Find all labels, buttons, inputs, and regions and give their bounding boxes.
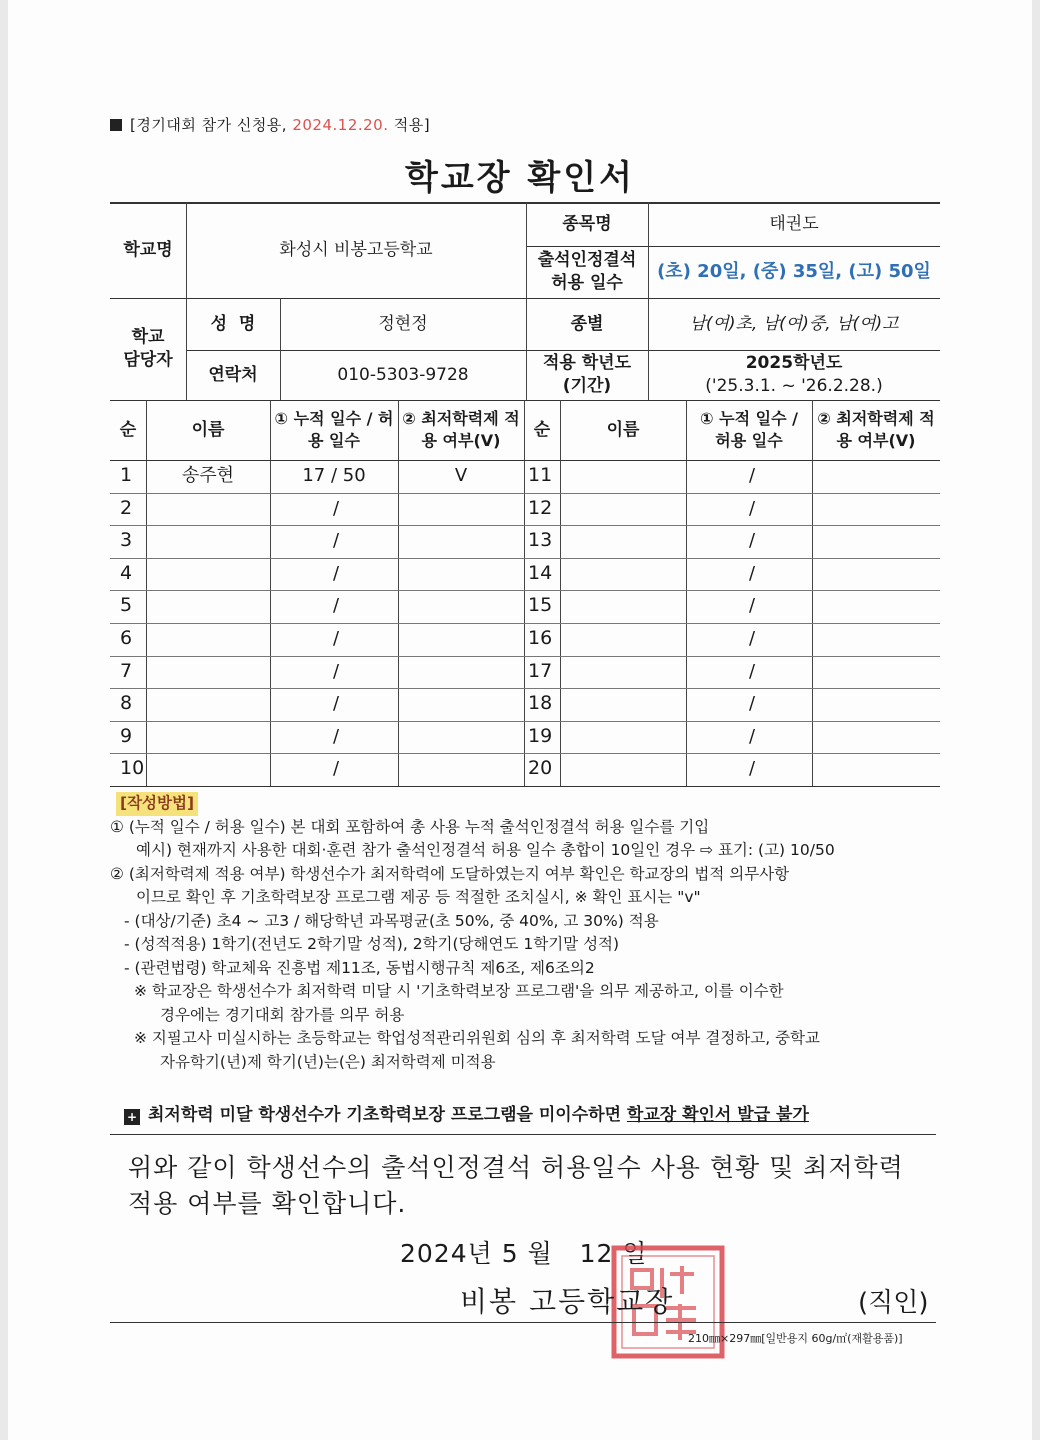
days-slash: / [748,660,756,682]
warning-text: 최저학력 미달 학생선수가 기초학력보장 프로그램을 미이수하면 [148,1105,627,1125]
days-slash: / [748,725,756,747]
col-header-min: ② 최저학력제 적용 여부(V) [402,409,520,450]
warning-line [124,1100,809,1125]
contact-value: 010-5303-9728 [337,364,469,385]
notice-suffix: 적용] [388,116,431,134]
method-line: ② (최저학력제 적용 여부) 학생선수가 최저학력에 도달하였는지 여부 확인은 학교장의 법적 의무사항 [110,864,790,883]
days-slash: / [748,530,756,552]
name-value: 정현정 [378,313,428,334]
col-header-days: ① 누적 일수 / 허용 일수 [274,409,394,450]
student-name [146,753,270,786]
method-line: - (대상/기준) 초4 ~ 고3 / 해당학년 과목평균(초 50%, 중 40%, 고 30%) 적용 [124,911,659,930]
allow-days-label: 출석인정결석 허용 일수 [537,250,637,293]
year-cell [648,350,940,400]
student-name [146,688,270,721]
days-slash: / [332,758,340,780]
student-name [146,721,270,754]
min-check [398,558,524,591]
year-value: 2025학년도 [745,353,843,374]
square-plus-icon: + [124,1109,140,1125]
student-name [146,656,270,689]
col-header-name-2: 이름 [606,419,640,440]
days-slash: / [748,465,756,486]
row-number: 11 [528,464,553,486]
warning-emphasis: 학교장 확인서 발급 불가 [626,1105,809,1125]
days-slash: / [748,562,756,584]
year-period: ('25.3.1. ~ '26.2.28.) [705,376,883,396]
row-number: 20 [528,757,553,780]
min-check [398,525,524,558]
days-slash: / [332,562,340,584]
student-name [146,525,270,558]
days-slash: / [332,725,340,747]
type-label: 종별 [570,313,604,334]
row-number: 15 [528,594,553,617]
method-line: ① (누적 일수 / 허용 일수) 본 대회 포함하여 총 사용 누적 출석인정결석 허용 일수를 기입 [110,817,710,836]
days-slash: / [332,497,340,519]
allow-days-value: (초) 20일, (중) 35일, (고) 50일 [657,260,931,282]
notice-line [110,114,430,135]
square-bullet-icon [110,119,122,131]
row-number: 10 [120,757,145,780]
method-line: 경우에는 경기대회 참가를 의무 허용 [160,1005,405,1024]
type-value: 남(여)초, 남(여)중, 남(여)고 [689,313,899,334]
method-line: 예시) 현재까지 사용한 대회·훈련 참가 출석인정결석 허용 일수 총합이 10일인 경우 ⇨ 표기: (고) 10/50 [136,841,835,859]
method-line: 자유학기(년)제 학기(년)는(은) 최저학력제 미적용 [160,1052,496,1071]
min-check [398,688,524,721]
min-check [398,590,524,623]
writing-method [110,792,940,1074]
row-number: 7 [120,659,133,682]
row-number: 9 [120,724,133,747]
col-header-no-2: 순 [533,419,551,440]
method-line: ※ 지필고사 미실시하는 초등학교는 학업성적관리위원회 심의 후 최저학력 도달 여부 결정하고, 중학교 [134,1029,821,1047]
method-line: ※ 학교장은 학생선수가 최저학력 미달 시 '기초학력보장 프로그램'을 의무 제공하고, 이를 이수한 [134,982,784,1000]
row-number: 2 [120,496,133,519]
min-check [398,721,524,754]
row-number: 8 [120,692,133,715]
min-check [398,623,524,656]
page-title: 학교장 확인서 [405,158,635,198]
days-value: 17 / 50 [302,465,366,487]
min-check [398,656,524,689]
seal-label: (직인) [858,1288,929,1318]
contact-label: 연락처 [208,364,258,385]
year-label: 적용 학년도 (기간) [542,353,632,396]
principal-name: 비봉 고등학교장 [460,1285,675,1318]
min-check [398,753,524,786]
school-name-value: 화성시 비봉고등학교 [279,239,433,260]
method-header: [작성방법] [116,792,198,816]
min-check [398,493,524,526]
row-number: 19 [528,724,553,747]
sign-date: 2024년 5 월 12 일 [400,1239,648,1268]
days-slash: / [748,758,756,780]
sport-label: 종목명 [562,213,612,234]
row-number: 17 [528,659,553,682]
method-line: 이므로 확인 후 기초학력보장 프로그램 제공 등 적절한 조치실시, ※ 확인 표시는 "v" [136,888,701,906]
student-name [146,590,270,623]
days-slash: / [748,693,756,715]
row-number: 1 [120,464,133,486]
row-number: 13 [528,529,553,552]
row-number: 4 [120,561,133,584]
days-slash: / [332,530,340,552]
col-header-name: 이름 [191,419,225,440]
row-number: 18 [528,692,553,715]
col-header-min-2: ② 최저학력제 적용 여부(V) [817,409,935,450]
notice-date: 2024.12.20. [292,116,389,134]
sport-value: 태권도 [769,213,819,234]
paper-spec: 210㎜×297㎜[일반용지 60g/㎡(재활용품)] [688,1332,903,1345]
col-header-no: 순 [119,419,137,440]
row-number: 3 [120,529,133,552]
method-line: - (관련법령) 학교체육 진흥법 제11조, 동법시행규칙 제6조, 제6조의2 [124,958,595,977]
row-number: 14 [528,561,553,584]
days-slash: / [748,595,756,617]
confirm-text [128,1150,928,1222]
student-name [146,493,270,526]
days-slash: / [332,628,340,649]
notice-prefix: [경기대회 참가 신청용, [130,116,293,134]
student-name [146,623,270,656]
days-slash: / [332,660,340,682]
row-number: 12 [528,496,553,519]
name-label: 성 명 [210,313,256,334]
days-slash: / [332,693,340,715]
student-name [146,558,270,591]
min-check: V [454,465,468,487]
student-name: 송주현 [181,465,235,487]
days-slash: / [332,595,340,617]
method-line: - (성적적용) 1학기(전년도 2학기말 성적), 2학기(당해연도 1학기말 성적) [124,935,620,953]
row-number: 6 [120,627,133,649]
row-number: 5 [120,594,133,617]
col-header-days-2: ① 누적 일수 / 허용 일수 [700,409,798,450]
confirm-line-2: 적용 여부를 확인합니다. [128,1189,407,1218]
days-slash: / [748,628,756,649]
row-number: 16 [528,627,553,649]
manager-label: 학교 담당자 [123,327,173,370]
days-slash: / [748,497,756,519]
confirm-line-1: 위와 같이 학생선수의 출석인정결석 허용일수 사용 현황 및 최저학력 [128,1153,904,1182]
school-name-label: 학교명 [123,239,173,260]
